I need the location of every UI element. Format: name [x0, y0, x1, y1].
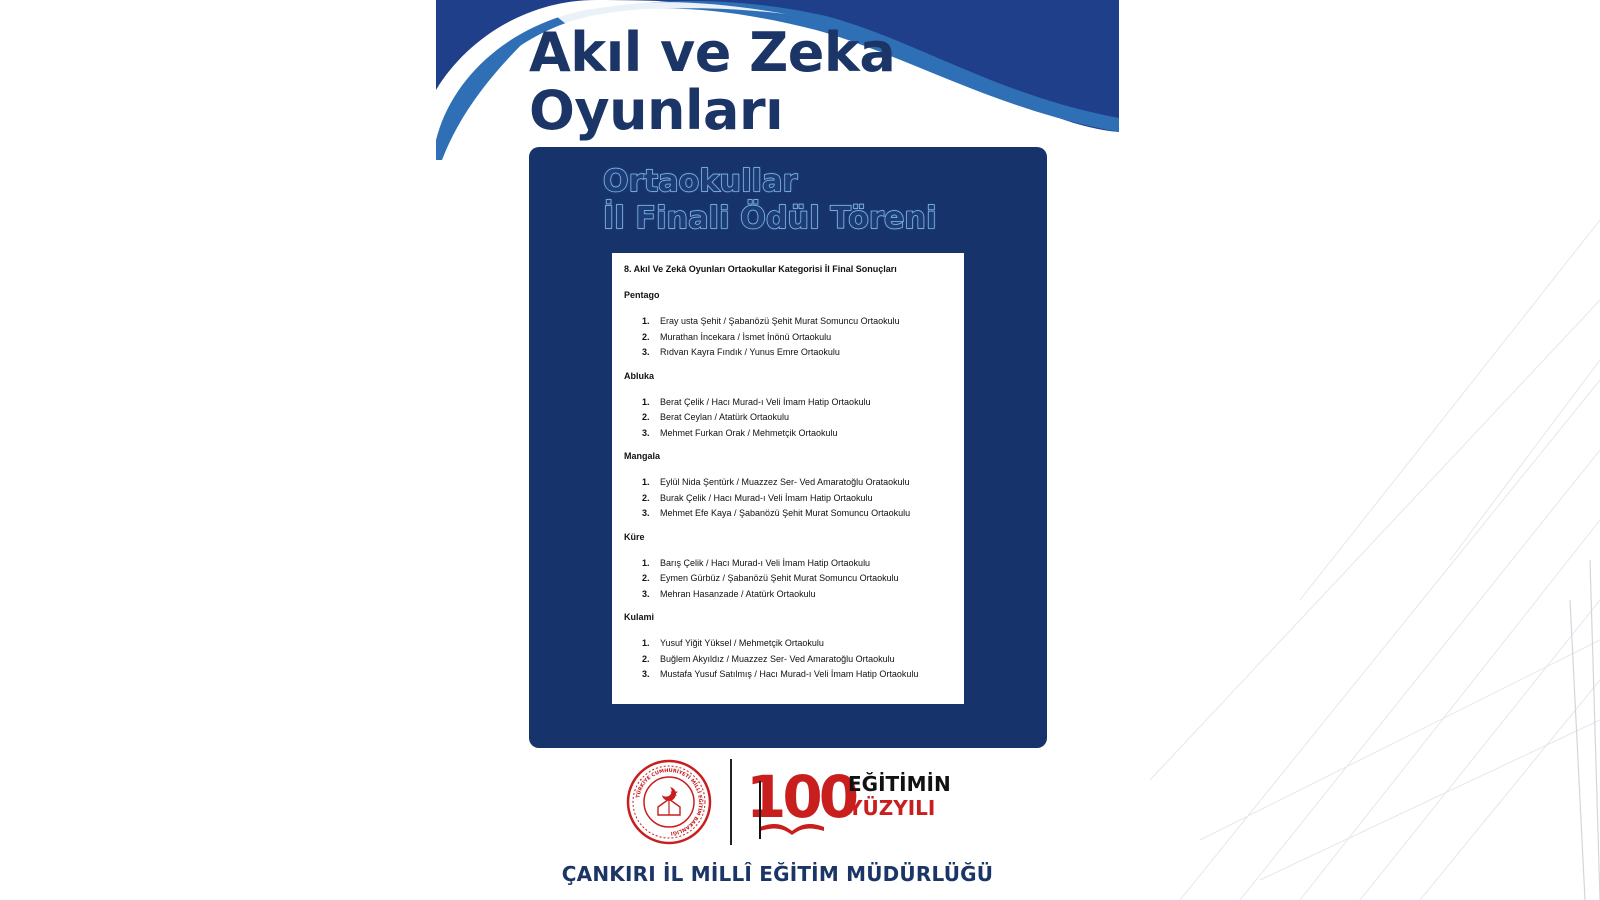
ranking-item: [642, 314, 954, 330]
ranking-item: [642, 667, 954, 683]
rank-entry-text: Mehran Hasanzade / Atatürk Ortaokulu: [660, 588, 816, 599]
ranking-list: [624, 556, 954, 603]
rank-number: 3.: [642, 588, 650, 599]
rank-number: 3.: [642, 427, 650, 438]
category-section: [624, 611, 954, 683]
rank-number: 2.: [642, 331, 650, 342]
rank-entry-text: Rıdvan Kayra Fındık / Yunus Emre Ortaokulu: [660, 347, 840, 357]
footer-directorate-name: ÇANKIRI İL MİLLÎ EĞİTİM MÜDÜRLÜĞÜ: [561, 862, 994, 886]
ranking-item: [642, 652, 954, 668]
ranking-item: [642, 345, 954, 361]
category-name: Küre: [624, 531, 645, 542]
ranking-item: [642, 475, 954, 491]
category-list: [624, 289, 954, 683]
rank-entry-text: Eymen Gürbüz / Şabanözü Şehit Murat Somuncu Ortaokulu: [660, 573, 899, 583]
ranking-item: [642, 571, 954, 587]
rank-number: 1.: [642, 638, 650, 648]
rank-number: 2.: [642, 412, 650, 422]
ranking-list: [624, 314, 954, 361]
ranking-item: [642, 556, 954, 572]
category-section: [624, 531, 954, 603]
rank-number: 2.: [642, 653, 650, 664]
main-title-line-1: Akıl ve Zeka: [529, 21, 896, 84]
results-document: [612, 253, 964, 704]
century-line-2: YÜZYILI: [848, 796, 936, 820]
ranking-item: [642, 395, 954, 411]
rank-entry-text: Mustafa Yusuf Satılmış / Hacı Murad-ı Veli İmam Hatip Ortaokulu: [660, 669, 919, 679]
panel-title: [603, 163, 937, 237]
category-name: Kulami: [624, 612, 655, 622]
rank-number: 1.: [642, 557, 650, 568]
category-section: [624, 289, 954, 361]
ranking-list: [624, 395, 954, 442]
panel-title-line-2: İl Finali Ödül Töreni: [603, 201, 937, 236]
rank-number: 3.: [642, 508, 650, 518]
ranking-item: [642, 410, 954, 426]
rank-number: 1.: [642, 396, 650, 407]
ranking-list: [624, 636, 954, 683]
rank-entry-text: Berat Ceylan / Atatürk Ortaokulu: [660, 412, 790, 422]
rank-entry-text: Yusuf Yiğit Yüksel / Mehmetçik Ortaokulu: [660, 638, 824, 648]
century-of-education-logo: [746, 761, 956, 847]
rank-entry-text: Murathan İncekara / İsmet İnönü Ortaokulu: [660, 331, 832, 342]
rank-number: 2.: [642, 573, 650, 583]
logo-strip: [626, 757, 966, 851]
ranking-item: [642, 491, 954, 507]
rank-number: 1.: [642, 477, 650, 487]
panel-title-line-1: Ortaokullar: [603, 164, 798, 199]
document-heading: 8. Akıl Ve Zekâ Oyunları Ortaokullar Kategorisi İl Final Sonuçları: [624, 264, 897, 274]
rank-entry-text: Barış Çelik / Hacı Murad-ı Veli İmam Hatip Ortaokulu: [660, 557, 871, 568]
ranking-list: [624, 475, 954, 522]
rank-entry-text: Mehmet Efe Kaya / Şabanözü Şehit Murat Somuncu Ortaokulu: [660, 508, 911, 518]
main-title-line-2: Oyunları: [529, 79, 784, 142]
ranking-item: [642, 636, 954, 652]
results-panel: [529, 147, 1047, 748]
category-section: [624, 450, 954, 522]
ranking-item: [642, 426, 954, 442]
category-name: Mangala: [624, 451, 661, 461]
rank-number: 3.: [642, 669, 650, 679]
seal-ring-text: TÜRKİYE CUMHURİYETİ MİLLÎ EĞİTİM BAKANLIĞI: [635, 767, 704, 836]
category-section: [624, 370, 954, 442]
rank-entry-text: Berat Çelik / Hacı Murad-ı Veli İmam Hatip Ortaokulu: [660, 396, 871, 407]
rank-number: 1.: [642, 316, 650, 326]
rank-number: 3.: [642, 347, 650, 357]
rank-entry-text: Mehmet Furkan Orak / Mehmetçik Ortaokulu: [660, 427, 838, 438]
ranking-item: [642, 330, 954, 346]
ministry-seal-icon: [626, 759, 712, 845]
rank-entry-text: Eray usta Şehit / Şabanözü Şehit Murat Somuncu Ortaokulu: [660, 316, 900, 326]
rank-entry-text: Eylül Nida Şentürk / Muazzez Ser- Ved Amaratoğlu Orataokulu: [660, 477, 910, 487]
ranking-item: [642, 587, 954, 603]
rank-number: 2.: [642, 492, 650, 503]
main-title: [529, 21, 896, 142]
logo-divider: [730, 759, 732, 845]
category-name: Abluka: [624, 370, 655, 381]
category-name: Pentago: [624, 290, 660, 300]
century-line-1: EĞİTİMİN: [848, 772, 951, 796]
rank-entry-text: Buğlem Akyıldız / Muazzez Ser- Ved Amaratoğlu Ortaokulu: [660, 653, 895, 664]
ranking-item: [642, 506, 954, 522]
poster: [436, 0, 1119, 900]
century-number: 100: [746, 763, 856, 831]
rank-entry-text: Burak Çelik / Hacı Murad-ı Veli İmam Hatip Ortaokulu: [660, 492, 873, 503]
